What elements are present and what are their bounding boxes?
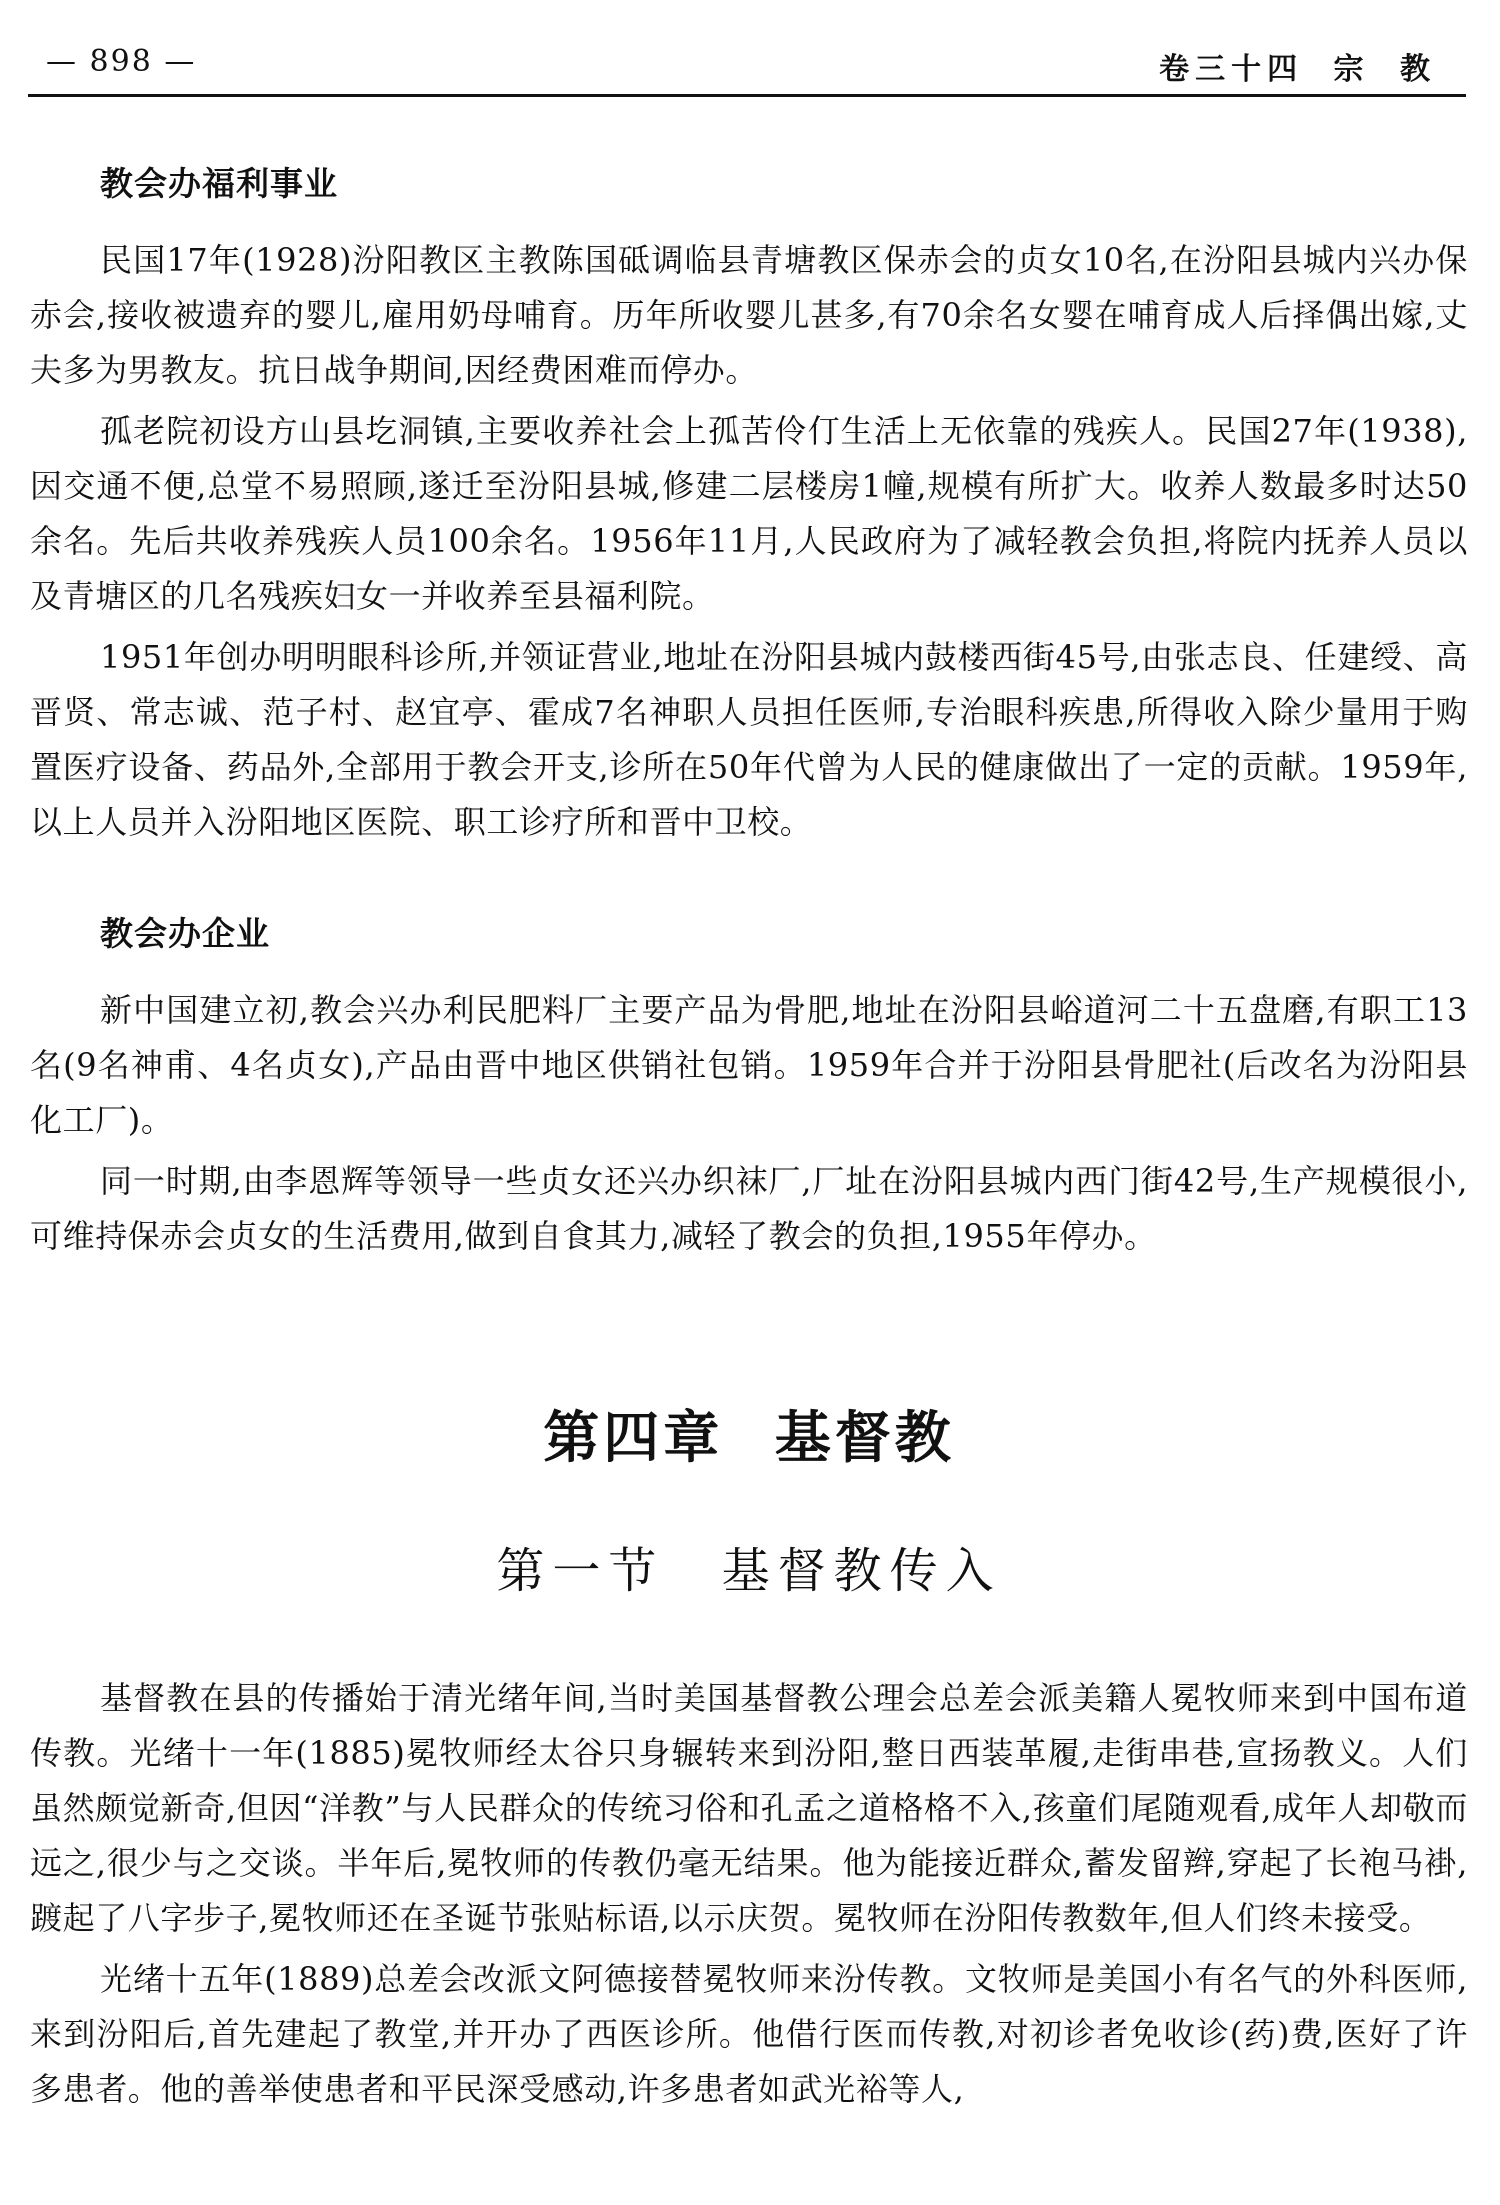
running-title: 卷三十四 宗 教 — [1159, 52, 1436, 87]
paragraph: 1951年创办明明眼科诊所,并领证营业,地址在汾阳县城内鼓楼西街45号,由张志良、任建绶、高晋贤、常志诚、范子村、赵宜亭、霍成7名神职人员担任医师,专治眼科疾患,所得收入除少量用于购置医疗设备、药品外,全部用于教会开支,诊所在50年代曾为人民的健康做出了一定的贡献。1959年,以上人员并入汾阳地区医院、职工诊疗所和晋中卫校。 — [30, 638, 1468, 841]
paragraph: 民国17年(1928)汾阳教区主教陈国砥调临县青塘教区保赤会的贞女10名,在汾阳县城内兴办保赤会,接收被遗弃的婴儿,雇用奶母哺育。历年所收婴儿甚多,有70余名女婴在哺育成人后择偶出嫁,丈夫多为男教友。抗日战争期间,因经费困难而停办。 — [30, 241, 1468, 389]
section-heading-welfare: 教会办福利事业 — [100, 164, 338, 203]
page-header — [28, 30, 1466, 97]
paragraph: 光绪十五年(1889)总差会改派文阿德接替冕牧师来汾传教。文牧师是美国小有名气的外科医师,来到汾阳后,首先建起了教堂,并开办了西医诊所。他借行医而传教,对初诊者免收诊(药)费,医好了许多患者。他的善举使患者和平民深受感动,许多患者如武光裕等人, — [30, 1960, 1468, 2108]
paragraph: 同一时期,由李恩辉等领导一些贞女还兴办织袜厂,厂址在汾阳县城内西门街42号,生产规模很小,可维持保赤会贞女的生活费用,做到自食其力,减轻了教会的负担,1955年停办。 — [30, 1162, 1468, 1255]
section-heading-enterprise: 教会办企业 — [100, 914, 270, 953]
section-title: 第一节 基督教传入 — [496, 1543, 1002, 1599]
paragraph: 基督教在县的传播始于清光绪年间,当时美国基督教公理会总差会派美籍人冕牧师来到中国布道传教。光绪十一年(1885)冕牧师经太谷只身辗转来到汾阳,整日西装革履,走街串巷,宣扬教义。人们虽然颇觉新奇,但因“洋教”与人民群众的传统习俗和孔孟之道格格不入,孩童们尾随观看,成年人却敬而远之,很少与之交谈。半年后,冕牧师的传教仍毫无结果。他为能接近群众,蓄发留辫,穿起了长袍马褂,踱起了八字步子,冕牧师还在圣诞节张贴标语,以示庆贺。冕牧师在汾阳传教数年,但人们终未接受。 — [30, 1679, 1468, 1937]
chapter-title: 第四章 基督教 — [543, 1406, 955, 1471]
page-body — [30, 110, 1468, 2123]
page-number: — 898 — — [46, 44, 197, 79]
paragraph: 孤老院初设方山县圪洞镇,主要收养社会上孤苦伶仃生活上无依靠的残疾人。民国27年(1938),因交通不便,总堂不易照顾,遂迁至汾阳县城,修建二层楼房1幢,规模有所扩大。收养人数最多时达50余名。先后共收养残疾人员100余名。1956年11月,人民政府为了减轻教会负担,将院内抚养人员以及青塘区的几名残疾妇女一并收养至县福利院。 — [30, 412, 1468, 615]
paragraph: 新中国建立初,教会兴办利民肥料厂主要产品为骨肥,地址在汾阳县峪道河二十五盘磨,有职工13名(9名神甫、4名贞女),产品由晋中地区供销社包销。1959年合并于汾阳县骨肥社(后改名为汾阳县化工厂)。 — [30, 991, 1468, 1139]
